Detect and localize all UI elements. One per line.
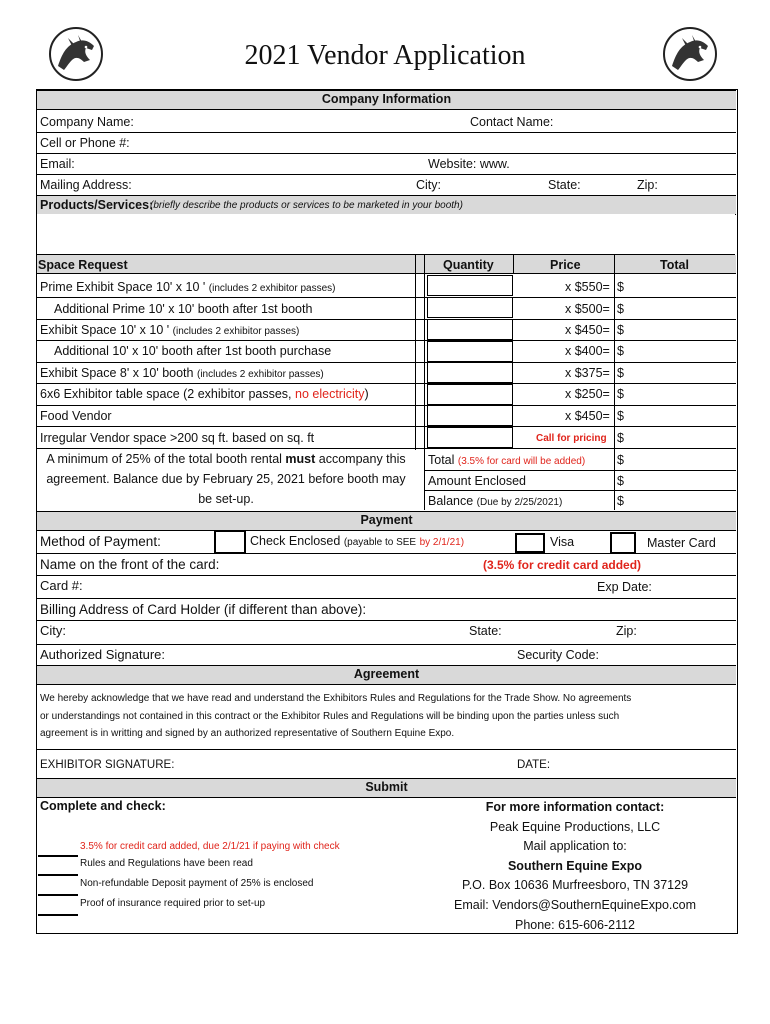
complete-and-check-label: Complete and check:: [40, 799, 166, 813]
total-dollar-8: $: [617, 431, 624, 445]
balance-label: Balance (Due by 2/25/2021): [428, 494, 563, 508]
contact-block: For more information contact: Peak Equine Productions, LLC Mail application to: Southern Equine Expo P.O. Box 10636 Murfreesboro, TN 37129 Email: Vendors@SouthernEquineExpo.com Phone: 615-606-2112: [454, 800, 696, 932]
billing-zip-label: Zip:: [616, 624, 637, 638]
authorized-signature-label: Authorized Signature:: [40, 647, 166, 662]
price-8: Call for pricing: [536, 433, 607, 444]
cc-fee-note: (3.5% for credit card added): [483, 558, 642, 572]
billing-city-label: City:: [40, 623, 66, 638]
phone-label: Cell or Phone #:: [40, 136, 130, 150]
zip-label: Zip:: [637, 178, 658, 192]
total-dollar-2: $: [617, 302, 624, 316]
name-on-card-label: Name on the front of the card:: [40, 557, 220, 572]
quantity-input-1[interactable]: [427, 275, 513, 296]
total-dollar-3: $: [617, 323, 624, 337]
space-row-3: Exhibit Space 10' x 10 ' (includes 2 exhibitor passes): [40, 323, 300, 337]
total-dollar-6: $: [617, 387, 624, 401]
website-label: Website: www.: [428, 157, 510, 171]
method-of-payment-label: Method of Payment:: [40, 534, 161, 549]
quantity-input-7[interactable]: [427, 405, 513, 426]
total-label: Total (3.5% for card will be added): [428, 453, 586, 467]
total-dollar-1: $: [617, 280, 624, 294]
total-dollar-4: $: [617, 344, 624, 358]
products-hint: (briefly describe the products or services to be marketed in your booth): [150, 200, 463, 211]
price-6: x $250=: [565, 387, 610, 401]
price-1: x $550=: [565, 280, 610, 294]
email-label: Email:: [40, 157, 75, 171]
products-label: Products/Services:: [40, 198, 154, 212]
minimum-note-block: A minimum of 25% of the total booth rental must accompany this agreement. Balance due by February 25, 2021 before booth may be set-up.: [37, 449, 415, 509]
check-line-1[interactable]: [38, 855, 78, 857]
quantity-input-2[interactable]: [427, 297, 513, 318]
amount-enclosed-label: Amount Enclosed: [428, 474, 526, 488]
mailing-address-label: Mailing Address:: [40, 178, 132, 192]
total-dollar-5: $: [617, 366, 624, 380]
check-line-2[interactable]: [38, 874, 78, 876]
agreement-section-header: Agreement: [37, 665, 736, 685]
city-label: City:: [416, 178, 441, 192]
check-line-4[interactable]: [38, 914, 78, 916]
check-enclosed-label: Check Enclosed (payable to SEE by 2/1/21): [250, 534, 465, 548]
total-dollar: $: [617, 453, 624, 467]
billing-state-label: State:: [469, 624, 502, 638]
space-row-5: Exhibit Space 8' x 10' booth (includes 2 exhibitor passes): [40, 366, 324, 380]
quantity-input-4[interactable]: [427, 341, 513, 362]
price-3: x $450=: [565, 323, 610, 337]
payment-section-header: Payment: [37, 511, 736, 531]
submit-section-header: Submit: [37, 778, 736, 798]
space-request-header: Space Request: [38, 258, 128, 272]
contact-name-label: Contact Name:: [470, 115, 554, 129]
quantity-input-8[interactable]: [427, 427, 513, 448]
exp-date-label: Exp Date:: [597, 580, 652, 594]
quantity-input-3[interactable]: [427, 319, 513, 340]
price-2: x $500=: [565, 302, 610, 316]
checklist-item-4: Proof of insurance required prior to set-up: [80, 898, 266, 909]
check-enclosed-checkbox[interactable]: [214, 530, 246, 554]
space-row-7: Food Vendor: [40, 409, 112, 423]
checklist-item-1: 3.5% for credit card added, due 2/1/21 if paying with check: [80, 841, 340, 852]
agreement-text: We hereby acknowledge that we have read and understand the Exhibitors Rules and Regulations for the Trade Show. No agreements or understandings not contained in this contract or the Exhibitor Rules and Regulations will be binding upon the parties unless such agreement is in writting and signed by an authorized representative of Southern Equine Expo.: [40, 693, 632, 739]
price-5: x $375=: [565, 366, 610, 380]
checklist-item-2: Rules and Regulations have been read: [80, 858, 253, 869]
space-row-1: Prime Exhibit Space 10' x 10 ' (includes 2 exhibitor passes): [40, 280, 336, 294]
visa-checkbox[interactable]: [515, 533, 545, 553]
total-dollar-7: $: [617, 409, 624, 423]
quantity-header: Quantity: [443, 258, 494, 272]
billing-address-label: Billing Address of Card Holder (if different than above):: [40, 602, 367, 617]
price-header: Price: [550, 258, 581, 272]
products-input[interactable]: [37, 214, 735, 255]
company-name-label: Company Name:: [40, 115, 134, 129]
check-line-3[interactable]: [38, 894, 78, 896]
amount-dollar: $: [617, 474, 624, 488]
total-header: Total: [660, 258, 689, 272]
mastercard-label: Master Card: [647, 536, 716, 550]
mastercard-checkbox[interactable]: [610, 532, 636, 554]
price-4: x $400=: [565, 344, 610, 358]
security-code-label: Security Code:: [517, 648, 599, 662]
company-section-header: Company Information: [37, 90, 736, 110]
checklist-item-3: Non-refundable Deposit payment of 25% is enclosed: [80, 878, 314, 889]
quantity-input-5[interactable]: [427, 362, 513, 383]
balance-dollar: $: [617, 494, 624, 508]
space-row-4: Additional 10' x 10' booth after 1st booth purchase: [54, 344, 332, 358]
visa-label: Visa: [550, 535, 575, 549]
space-row-8: Irregular Vendor space >200 sq ft. based on sq. ft: [40, 431, 315, 445]
quantity-input-6[interactable]: [427, 384, 513, 405]
date-label: DATE:: [517, 759, 551, 771]
price-7: x $450=: [565, 409, 610, 423]
exhibitor-signature-label: EXHIBITOR SIGNATURE:: [40, 759, 175, 771]
page-title: 2021 Vendor Application: [244, 40, 526, 71]
state-label: State:: [548, 178, 581, 192]
space-row-6: 6x6 Exhibitor table space (2 exhibitor passes, no electricity): [40, 387, 369, 401]
card-number-label: Card #:: [40, 578, 83, 593]
space-row-2: Additional Prime 10' x 10' booth after 1st booth: [54, 302, 313, 316]
